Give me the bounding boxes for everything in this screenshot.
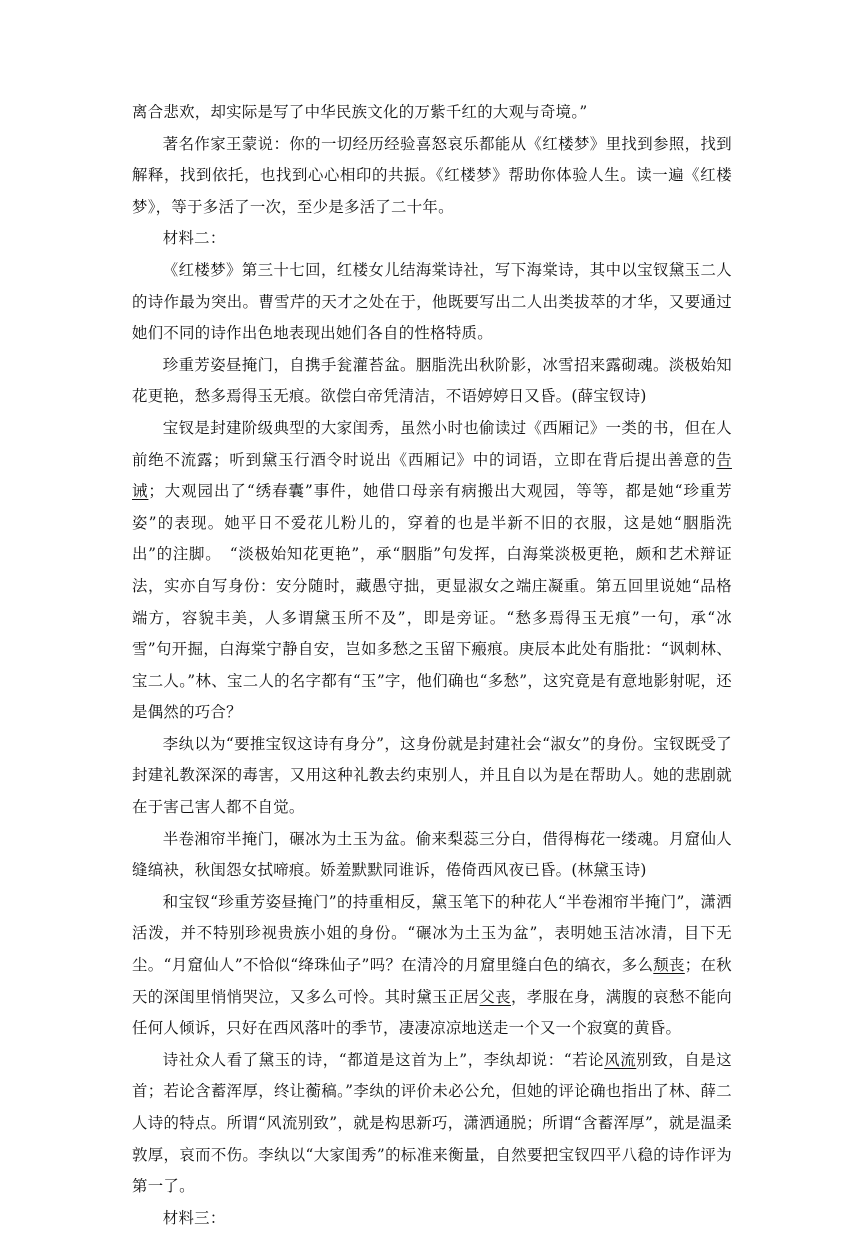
text-segment: ；在秋天的深闺里悄悄哭泣，又多么可怜。其时黛玉正居 [132, 956, 732, 1006]
paragraph-poetry-club-verdict [132, 1045, 732, 1203]
paragraph-daiyu-analysis [132, 887, 732, 1045]
paragraph-continued-quote [132, 97, 732, 129]
text-segment: 离合悲欢，却实际是写了中华民族文化的万紫千红的大观与奇境。” [132, 103, 588, 121]
underlined-word-tuisang: 颓丧 [653, 956, 685, 975]
text-segment: 材料二： [162, 229, 226, 248]
text-segment: ；大观园出了“绣春囊”事件，她借口母亲有病搬出大观园，等等，都是她“珍重芳姿”的表现。她平日不爱花儿粉儿的，穿着的也是半新不旧的衣服，这是她“胭脂洗出”的注脚。 “淡极始知花更艳”，承“胭脂”句发挥，白海棠淡极更艳，颇和艺术辩证法，实亦自写身份：安分随时，藏愚守拙，更显淑女之端庄凝重。第五回里说她“品格端方，容貌丰美，人多谓黛玉所不及”，即是旁证。“愁多焉得玉无痕”一句，承“冰雪”句开掘，白海棠宁静自安，岂如多愁之玉留下瘢痕。庚辰本此处有脂批：“讽刺林、宝二人。”林、宝二人的名字都有“玉”字，他们确也“多愁”，这究竟是有意地影射呢，还是偶然的巧合？ [132, 482, 732, 722]
text-segment: 诗社众人看了黛玉的诗，“都道是这首为上”，李纨却说：“若论 [162, 1050, 605, 1069]
text-segment: 《红楼梦》第三十七回，红楼女儿结海棠诗社，写下海棠诗，其中以宝钗黛玉二人的诗作最为突出。曹雪芹的天才之处在于，他既要写出二人出类拔萃的才华，又要通过她们不同的诗作出色地表现出她们各自的性格特质。 [132, 260, 732, 343]
poem-xue-baochai [132, 350, 732, 413]
underlined-word-fusang: 父丧 [479, 987, 512, 1006]
section-heading-material-three [132, 1203, 732, 1234]
text-segment: 著名作家王蒙说：你的一切经历经验喜怒哀乐都能从《红楼梦》里找到参照，找到解释，找到依托，也找到心心相印的共振。《红楼梦》帮助你体验人生。读一遍《红楼梦》，等于多活了一次，至少是多活了二十年。 [132, 134, 732, 216]
text-segment: 材料三： [162, 1208, 226, 1227]
text-segment: 珍重芳姿昼掩门，自携手瓮灌苔盆。胭脂洗出秋阶影，冰雪招来露砌魂。淡极始知花更艳，愁多焉得玉无痕。欲偿白帝凭清洁，不语婷婷日又昏。(薛宝钗诗) [132, 355, 732, 406]
text-segment: 别致，自是这首；若论含蓄浑厚，终让蘅稿。”李纨的评价未必公允，但她的评论确也指出了林、薛二人诗的特点。所谓“风流别致”，就是构思新巧，潇洒通脱；所谓“含蓄浑厚”，就是温柔敦厚，哀而不伤。李纨以“大家闺秀”的标准来衡量，自然要把宝钗四平八稳的诗作评为第一了。 [132, 1050, 732, 1196]
text-segment: 李纨以为“要推宝钗这诗有身分”，这身份就是封建社会“淑女”的身份。宝钗既受了封建礼教深深的毒害，又用这种礼教去约束别人，并且自以为是在帮助人。她的悲剧就在于害己害人都不自觉。 [132, 734, 732, 817]
text-segment: 宝钗是封建阶级典型的大家闺秀，虽然小时也偷读过《西厢记》一类的书，但在人前绝不流露；听到黛玉行酒令时说出《西厢记》中的词语，立即在背后提出善意的 [132, 418, 732, 469]
underlined-word-gaojie: 告诫 [132, 450, 732, 501]
paragraph-wang-meng-quote [132, 129, 732, 224]
paragraph-baochai-analysis [132, 413, 732, 729]
paragraph-li-wan-opinion [132, 729, 732, 824]
text-segment: 半卷湘帘半掩门，碾冰为土玉为盆。偷来梨蕊三分白，借得梅花一缕魂。月窟仙人缝缟袂，秋闺怨女拭啼痕。娇羞默默同谁诉，倦倚西风夜已昏。(林黛玉诗) [132, 829, 732, 880]
poem-lin-daiyu [132, 824, 732, 887]
underlined-word-fengliu: 风流 [604, 1050, 637, 1069]
section-heading-material-two [132, 223, 732, 255]
text-segment: 和宝钗“珍重芳姿昼掩门”的持重相反，黛玉笔下的种花人“半卷湘帘半掩门”，潇洒活泼，并不特别珍视贵族小姐的身份。“碾冰为土玉为盆”，表明她玉洁冰清，目下无尘。“月窟仙人”不恰似“绛珠仙子”吗？在清冷的月窟里缝白色的缟衣，多么 [132, 892, 732, 975]
document-body [132, 97, 732, 1234]
paragraph-chapter-37-intro [132, 255, 732, 350]
text-segment: ，孝服在身，满腹的哀愁不能向任何人倾诉，只好在西风落叶的季节，凄凄凉凉地送走一个又一个寂寞的黄昏。 [132, 987, 732, 1038]
